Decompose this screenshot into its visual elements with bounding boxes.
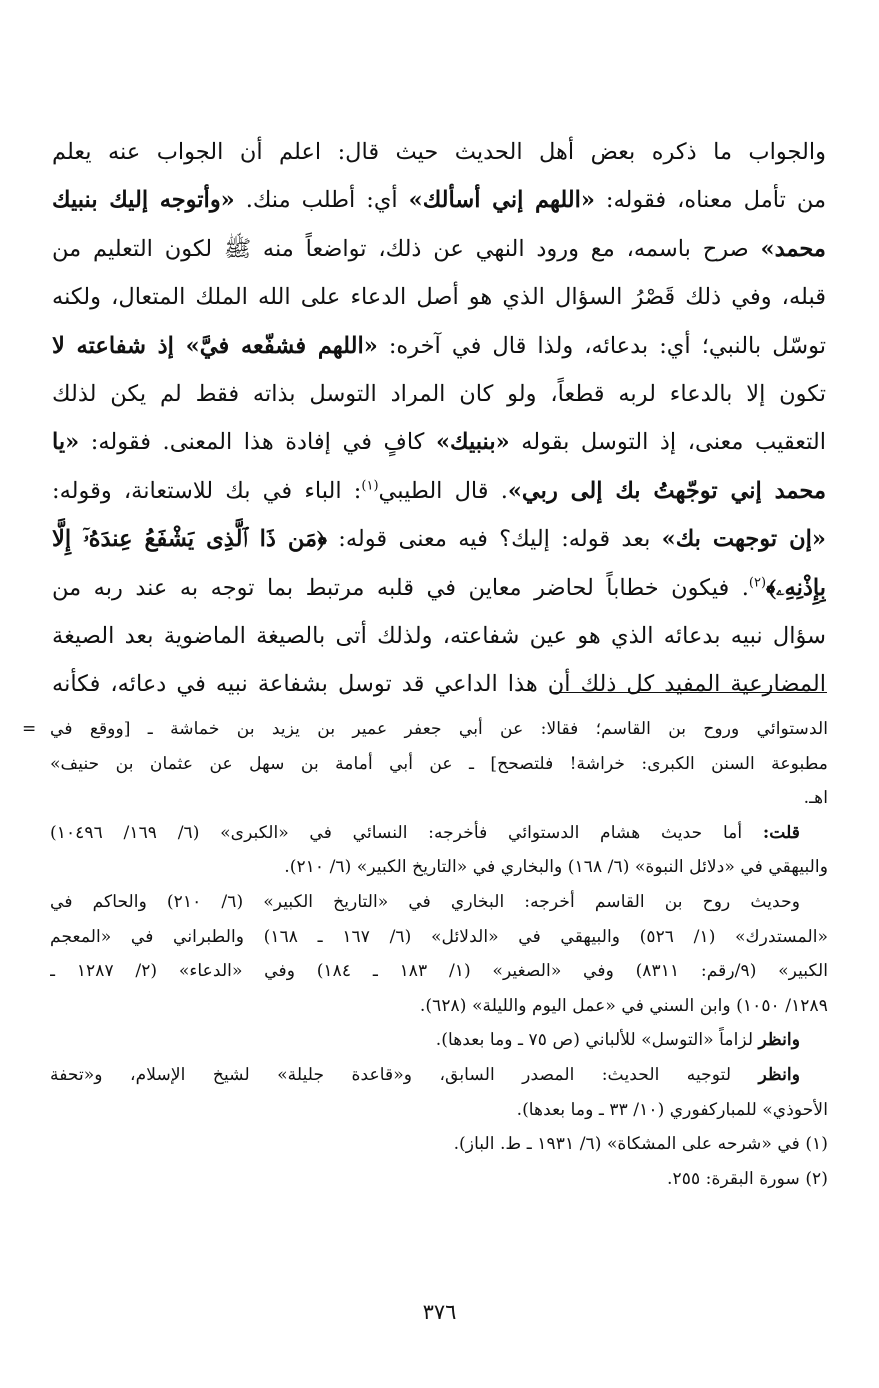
footnote-reference: (١) — [361, 478, 379, 494]
bold-text: «وأتوجه إليك بنبيك — [52, 187, 235, 214]
text-line: «إن توجهت بك» بعد قوله: إليك؟ فيه معنى قوله: ﴿مَن ذَا ٱلَّذِى يَشْفَعُ عِندَهُۥٓ إِلَّا — [52, 526, 826, 553]
main-body-text — [52, 128, 826, 709]
text-line: قبله، وفي ذلك قَصْرُ السؤال الذي هو أصل الدعاء على الله الملك المتعال، ولكنه — [52, 284, 826, 311]
text-line: محمد» صرح باسمه، مع ورود النهي عن ذلك، تواضعاً منه ﷺ لكون التعليم من — [52, 235, 826, 262]
footnote-line: قلت: أما حديث هشام الدستوائي فأخرجه: النسائي في «الكبرى» (٦/ ١٦٩/ ١٠٤٩٦) — [50, 822, 800, 843]
footnote-line: الدستوائي وروح بن القاسم؛ فقالا: عن أبي جعفر عمير بن يزيد بن خماشة ـ [ووقع في — [50, 719, 828, 739]
bold-text: «إن توجهت بك» — [661, 526, 826, 553]
footnotes-block — [50, 712, 828, 1196]
bold-text: محمد» — [760, 235, 826, 262]
text-line: بِإِذْنِهِۦ﴾$^{(٢)}$. فيكون خطاباً لحاضر معاين في قلبه مرتبط بما توجه به عند ربه من — [52, 574, 826, 601]
footnote-line: مطبوعة السنن الكبرى: خراشة! فلتصحح] ـ عن أبي أمامة بن سهل عن عثمان بن حنيف» — [50, 753, 828, 774]
text-line: المضارعية المفيد كل ذلك أن هذا الداعي قد توسل بشفاعة نبيه في دعائه، فكأنه — [52, 671, 826, 698]
bold-text: بِإِذْنِهِۦ﴾ — [766, 574, 826, 601]
footnote-line: «المستدرك» (١/ ٥٢٦) والبيهقي في «الدلائل» (٦/ ١٦٧ ـ ١٦٨) والطبراني في «المعجم — [50, 926, 828, 947]
text-line: محمد إني توجّهتُ بك إلى ربي». قال الطيبي$^{(١)}$: الباء في بك للاستعانة، وقوله: — [52, 477, 826, 504]
footnote-reference: (٢) — [748, 575, 767, 591]
footnote-line: (١) في «شرحه على المشكاة» (٦/ ١٩٣١ ـ ط. الباز). — [453, 1134, 828, 1155]
text-line: سؤال نبيه بدعائه الذي هو عين شفاعته، ولذلك أتى بالصيغة الماضوية بعد الصيغة — [52, 622, 826, 649]
text-line: من تأمل معناه، فقوله: «اللهم إني أسألك» أي: أطلب منك. «وأتوجه إليك بنبيك — [52, 187, 826, 214]
bold-text: «بنبيك» — [435, 429, 510, 456]
footnote-line: الكبير» (٩/رقم: ٨٣١١) وفي «الصغير» (١/ ١٨٣ ـ ١٨٤) وفي «الدعاء» (٢/ ١٢٨٧ ـ — [50, 961, 828, 982]
footnote-line: ١٢٨٩/ ١٠٥٠) وابن السني في «عمل اليوم والليلة» (٦٢٨). — [419, 995, 828, 1016]
bold-text: قلت: — [762, 822, 800, 843]
text-line: التعقيب معنى، إذ التوسل بقوله «بنبيك» كافٍ في إفادة هذا المعنى. فقوله: «يا — [52, 429, 826, 456]
footnote-line: (٢) سورة البقرة: ٢٥٥. — [667, 1168, 828, 1189]
text-line: توسّل بالنبي؛ أي: بدعائه، ولذا قال في آخره: «اللهم فشفّعه فيَّ» إذ شفاعته لا — [52, 332, 826, 359]
footnote-continuation-mark: = — [22, 719, 37, 739]
page-number: ٣٧٦ — [422, 1300, 457, 1324]
bold-text: وانظر — [758, 1030, 800, 1051]
footnote-line: والبيهقي في «دلائل النبوة» (٦/ ١٦٨) والبخاري في «التاريخ الكبير» (٦/ ٢١٠). — [284, 857, 828, 878]
bold-text: «يا — [52, 429, 80, 456]
bold-text: «اللهم فشفّعه فيَّ» إذ شفاعته لا — [52, 332, 378, 359]
bold-text: محمد إني توجّهتُ بك إلى ربي» — [507, 477, 826, 504]
bold-text: وانظر — [758, 1064, 800, 1085]
footnote-line: الأحوذي» للمباركفوري (١٠/ ٣٣ ـ وما بعدها). — [516, 1099, 828, 1120]
text-line: والجواب ما ذكره بعض أهل الحديث حيث قال: اعلم أن الجواب عنه يعلم — [52, 139, 826, 165]
footnote-line: وانظر لزاماً «التوسل» للألباني (ص ٧٥ ـ وما بعدها). — [435, 1030, 800, 1051]
footnote-line: وانظر لتوجيه الحديث: المصدر السابق، و«قاعدة جليلة» لشيخ الإسلام، و«تحفة — [50, 1064, 800, 1085]
footnote-line: اهـ. — [803, 788, 828, 809]
text-line: تكون إلا بالدعاء لربه قطعاً، ولو كان المراد التوسل بذاته فقط لم يكن لذلك — [52, 380, 826, 407]
footnote-separator-rule — [552, 692, 827, 693]
footnote-line: وحديث روح بن القاسم أخرجه: البخاري في «التاريخ الكبير» (٦/ ٢١٠) والحاكم في — [50, 891, 800, 912]
bold-text: ﴿مَن ذَا ٱلَّذِى يَشْفَعُ عِندَهُۥٓ إِلَّا — [52, 526, 327, 553]
bold-text: «اللهم إني أسألك» — [408, 187, 595, 214]
